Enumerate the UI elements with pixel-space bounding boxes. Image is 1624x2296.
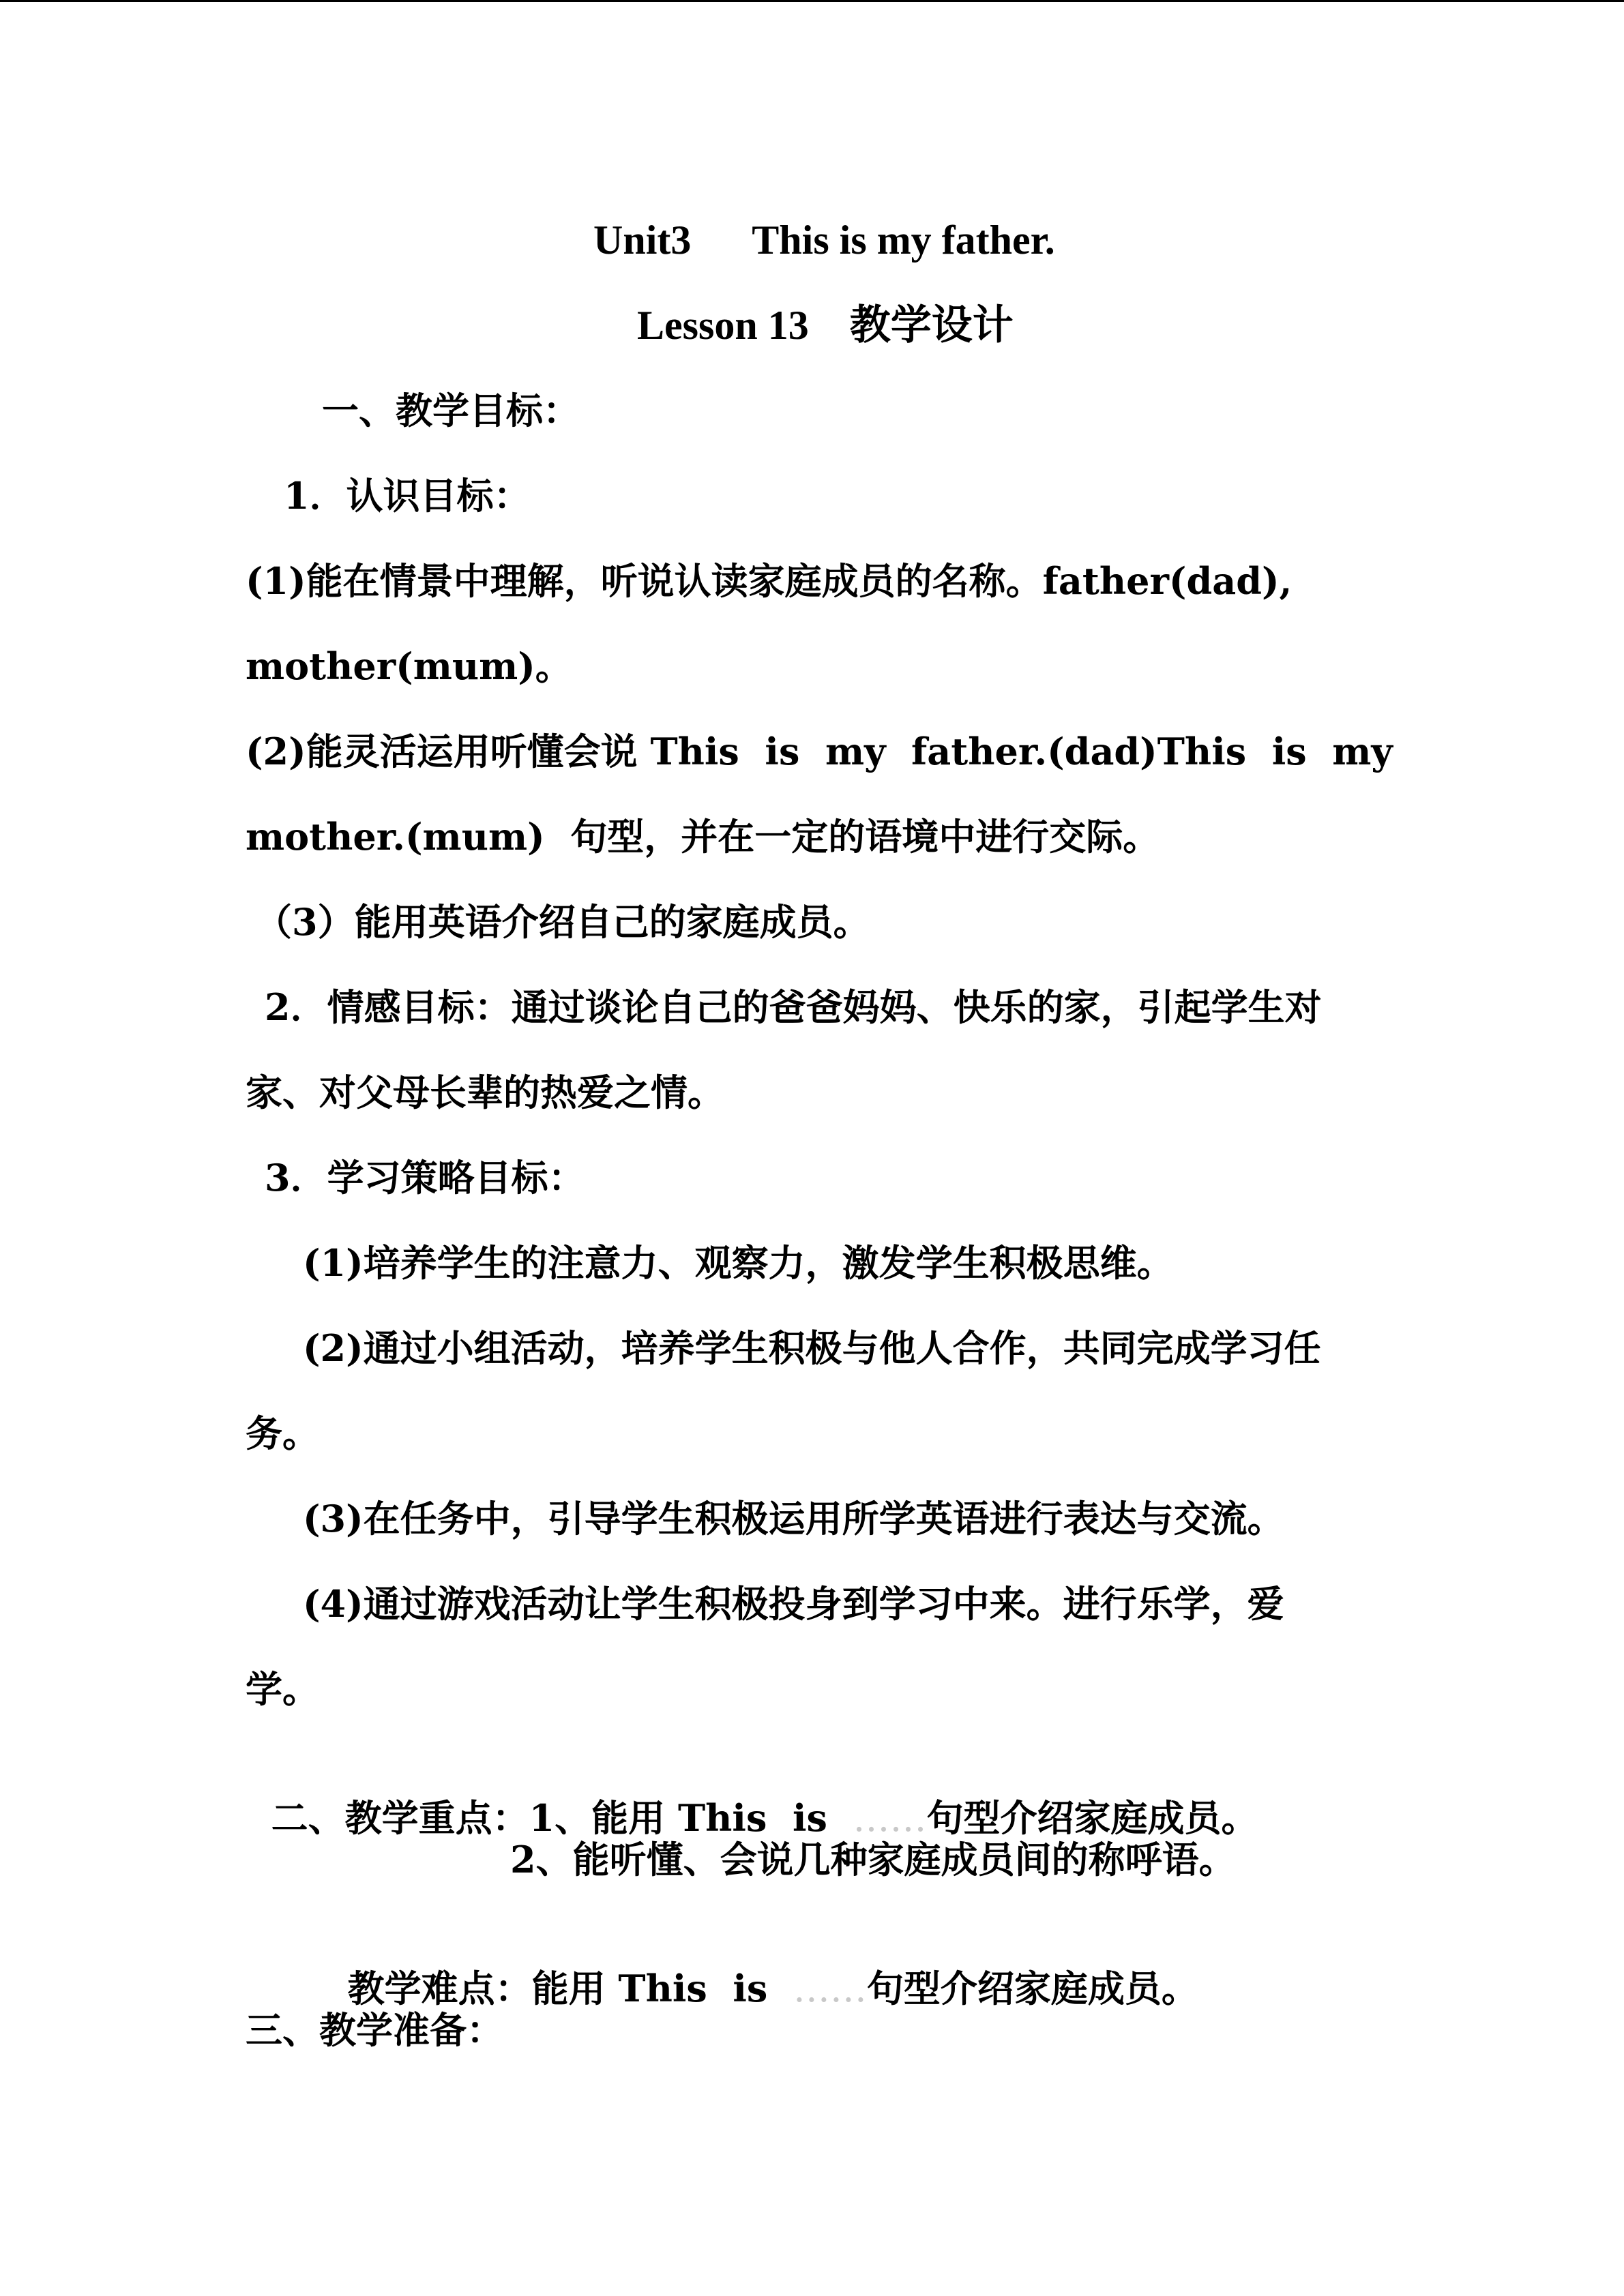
- goal3-item3: (3)在任务中，引导学生积极运用所学英语进行表达与交流。: [303, 1497, 1284, 1540]
- section2-suffix: 句型介绍家庭成员。: [926, 1796, 1258, 1840]
- goal1-item1-line2: mother(mum)。: [246, 644, 572, 688]
- goal3-item4-line1: (4)通过游戏活动让学生积极投身到学习中来。进行乐学，爱: [303, 1582, 1284, 1626]
- goal1-item2-line1: [246, 730, 1393, 773]
- goal3-item4-line2: 学。: [246, 1667, 319, 1711]
- difficulty-line: [322, 1923, 1198, 2010]
- goal1-item2-line1-right: This is my: [1157, 730, 1393, 773]
- difficulty-ellipsis: ……: [793, 1967, 867, 2010]
- difficulty-suffix: 句型介绍家庭成员。: [866, 1967, 1198, 2010]
- section1-heading: 一、教学目标：: [322, 389, 580, 432]
- title-lesson: Lesson 13 教学设计: [637, 303, 1014, 348]
- goal3-heading: 3．学习策略目标：: [265, 1156, 585, 1199]
- section2-point2: 2、能听懂、会说几种家庭成员间的称呼语。: [510, 1838, 1236, 1881]
- goal2-line1: 2．情感目标：通过谈论自己的爸爸妈妈、快乐的家，引起学生对: [265, 985, 1322, 1029]
- goal1-heading: 1．认识目标：: [284, 474, 531, 518]
- difficulty-prefix: 教学难点：能用 This is: [347, 1967, 793, 2010]
- section2-point1: [246, 1753, 1258, 1840]
- goal2-line2: 家、对父母长辈的热爱之情。: [246, 1071, 724, 1114]
- goal1-item1-line1: (1)能在情景中理解，听说认读家庭成员的名称。father(dad),: [246, 559, 1293, 603]
- title-unit: Unit3 This is my father.: [593, 218, 1055, 263]
- page-top-border: [0, 0, 1624, 2]
- goal3-item2-line2: 务。: [246, 1412, 319, 1455]
- goal3-item1: (1)培养学生的注意力、观察力，激发学生积极思维。: [303, 1241, 1174, 1285]
- section2-prefix: 二、教学重点：1、能用 This is: [271, 1796, 853, 1840]
- section2-ellipsis: ……: [853, 1797, 927, 1840]
- section3-heading: 三、教学准备：: [246, 2008, 503, 2052]
- goal3-item2-line1: (2)通过小组活动，培养学生积极与他人合作，共同完成学习任: [303, 1326, 1321, 1370]
- goal1-item2-line1-left: (2)能灵活运用听懂会说 This is my father.(dad): [246, 730, 1157, 773]
- goal1-item3: （3）能用英语介绍自己的家庭成员。: [255, 900, 870, 944]
- goal1-item2-line2: mother.(mum) 句型，并在一定的语境中进行交际。: [246, 815, 1160, 859]
